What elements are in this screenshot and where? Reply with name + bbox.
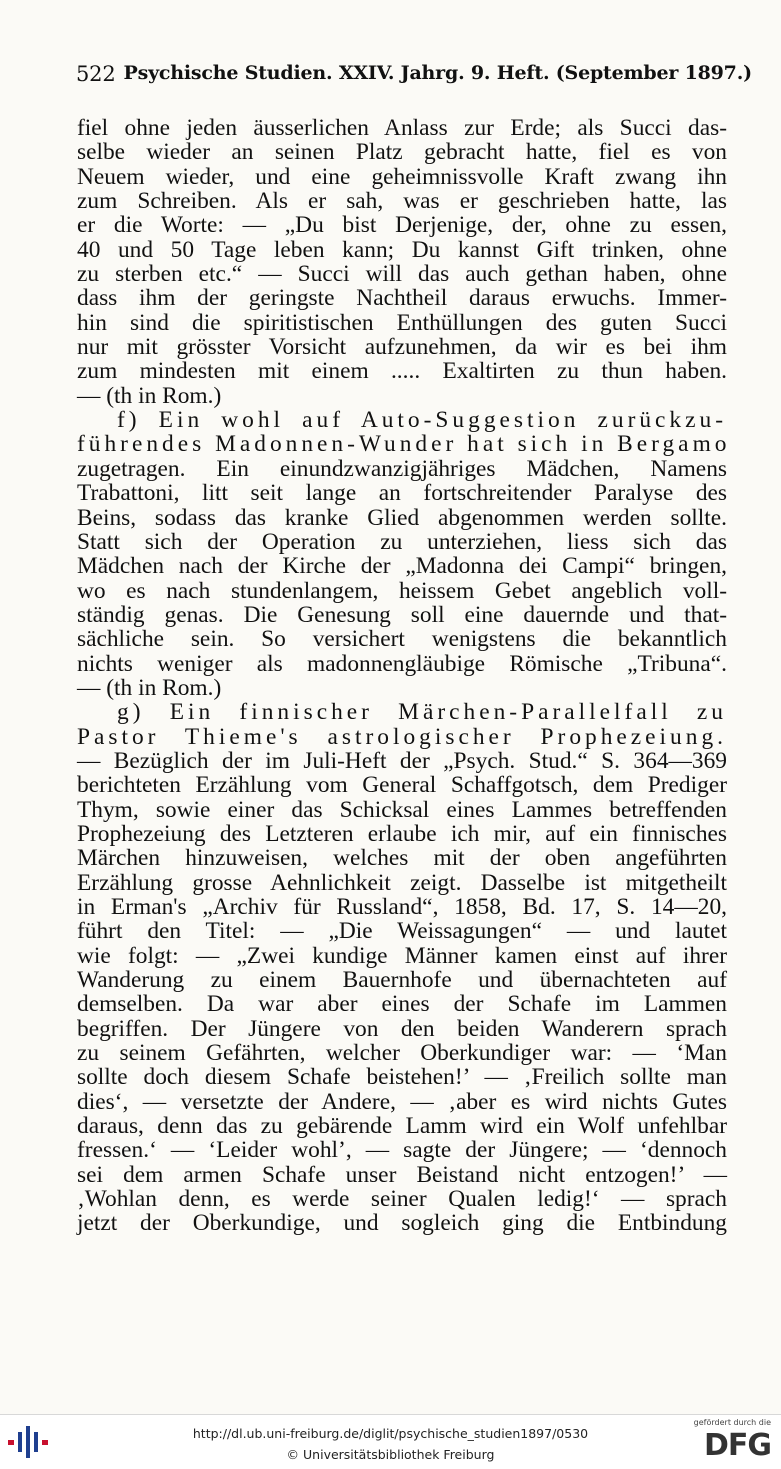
text-line: Beins, sodass das kranke Glied abgenommen werden sollte. (77, 504, 727, 531)
text-line: ‚Wohlan denn, es werde seiner Qualen ledig!‘ — sprach (77, 1186, 727, 1213)
text-line: — (th in Rom.) (77, 674, 222, 701)
text-line: Neuem wieder, und eine geheimnissvolle Kraft zwang ihn (77, 163, 727, 190)
text-line: — Bezüglich der im Juli-Heft der „Psych. Stud.“ S. 364—369 (77, 747, 727, 774)
text-line: zum mindesten mit einem ..... Exaltirten zu thun haben. (77, 358, 727, 385)
text-line: jetzt der Oberkundige, und sogleich ging die Entbindung (77, 1210, 727, 1237)
text-line: in Erman's „Archiv für Russland“, 1858, Bd. 17, S. 14—20, (77, 894, 727, 920)
text-line: g) Ein finnischer Märchen-Parallelfall zu (117, 699, 727, 726)
text-line: dies‘, — versetzte der Andere, — ‚aber es wird nichts Gutes (77, 1088, 727, 1115)
text-line: nichts weniger als madonnengläubige Römische „Tribuna“. (77, 650, 727, 677)
text-line: — (th in Rom.) (77, 382, 222, 409)
dfg-label: gefördert durch die (693, 1418, 771, 1427)
text-line: zu sterben etc.“ — Succi will das auch gethan haben, ohne (77, 261, 727, 288)
text-line: zu seinem Gefährten, welcher Oberkundiger war: — ‘Man (77, 1040, 727, 1067)
text-line: selbe wieder an seinen Platz gebracht hatte, fiel es von (77, 139, 727, 166)
text-line: wo es nach stundenlangem, heissem Gebet angeblich voll- (77, 577, 727, 604)
text-line: 40 und 50 Tage leben kann; Du kannst Gift trinken, ohne (77, 236, 727, 263)
text-line: sollte doch diesem Schafe beistehen!’ — ‚Freilich sollte man (77, 1064, 727, 1091)
text-line: berichteten Erzählung vom General Schaffgotsch, dem Prediger (77, 772, 727, 799)
text-line: ständig genas. Die Genesung soll eine dauernde und that- (77, 601, 727, 628)
text-line: sei dem armen Schafe unser Beistand nicht entzogen!’ — (77, 1161, 727, 1188)
text-line: nur mit grösster Vorsicht aufzunehmen, da wir es bei ihm (77, 334, 727, 361)
text-line: führendes Madonnen-Wunder hat sich in Bergamo (77, 431, 731, 458)
body-text (77, 115, 731, 1237)
text-line: Mädchen nach der Kirche der „Madonna dei Campi“ bringen, (77, 553, 727, 580)
text-line: Erzählung grosse Aehnlichkeit zeigt. Dasselbe ist mitgetheilt (77, 869, 727, 896)
text-line: hin sind die spiritistischen Enthüllungen des guten Succi (77, 309, 727, 336)
text-line: sächliche sein. So versichert wenigstens die bekanntlich (77, 626, 727, 653)
text-line: zugetragen. Ein einundzwanzigjähriges Mädchen, Namens (77, 455, 727, 482)
text-line: daraus, denn das zu gebärende Lamm wird ein Wolf unfehlbar (77, 1113, 727, 1140)
text-line: begriffen. Der Jüngere von den beiden Wanderern sprach (77, 1015, 727, 1042)
viewer-footer (0, 1414, 781, 1469)
text-line: Märchen hinzuweisen, welches mit der oben angeführten (77, 845, 727, 872)
text-line: zum Schreiben. Als er sah, was er geschrieben hatte, las (77, 188, 727, 215)
text-line: Statt sich der Operation zu unterziehen, liess sich das (77, 528, 727, 555)
text-line: Pastor Thieme's astrologischer Prophezeiung. (77, 723, 727, 750)
dfg-logo: DFG (703, 1428, 771, 1463)
running-header (76, 62, 752, 86)
document-url[interactable]: http://dl.ub.uni-freiburg.de/diglit/psychische_studien1897/0530 (192, 1426, 589, 1441)
text-line: Thym, sowie einer das Schicksal eines Lammes betreffenden (77, 796, 727, 823)
text-line: demselben. Da war aber eines der Schafe im Lammen (77, 991, 727, 1018)
text-line: Prophezeiung des Letzteren erlaube ich mir, auf ein finnisches (77, 820, 727, 847)
text-line: wie folgt: — „Zwei kundige Männer kamen einst auf ihrer (77, 942, 727, 969)
text-line: f) Ein wohl auf Auto-Suggestion zurückzu- (117, 407, 727, 434)
page-number: 522 (76, 62, 116, 86)
text-line: Wanderung zu einem Bauernhofe und übernachteten auf (77, 967, 727, 994)
text-line: führt den Titel: — „Die Weissagungen“ — und lautet (77, 918, 727, 945)
text-line: fressen.‘ — ‘Leider wohl’, — sagte der Jüngere; — ‘dennoch (77, 1137, 727, 1164)
text-line: Trabattoni, litt seit lange an fortschreitender Paralyse des (77, 480, 727, 507)
text-line: fiel ohne jeden äusserlichen Anlass zur Erde; als Succi das- (77, 115, 727, 141)
text-line: dass ihm der geringste Nachtheil daraus erwuchs. Immer- (77, 285, 727, 312)
copyright-notice: © Universitätsbibliothek Freiburg (286, 1447, 495, 1462)
running-title: Psychische Studien. XXIV. Jahrg. 9. Heft. (September 1897.) (123, 62, 752, 84)
text-line: er die Worte: — „Du bist Derjenige, der, ohne zu essen, (77, 212, 727, 239)
